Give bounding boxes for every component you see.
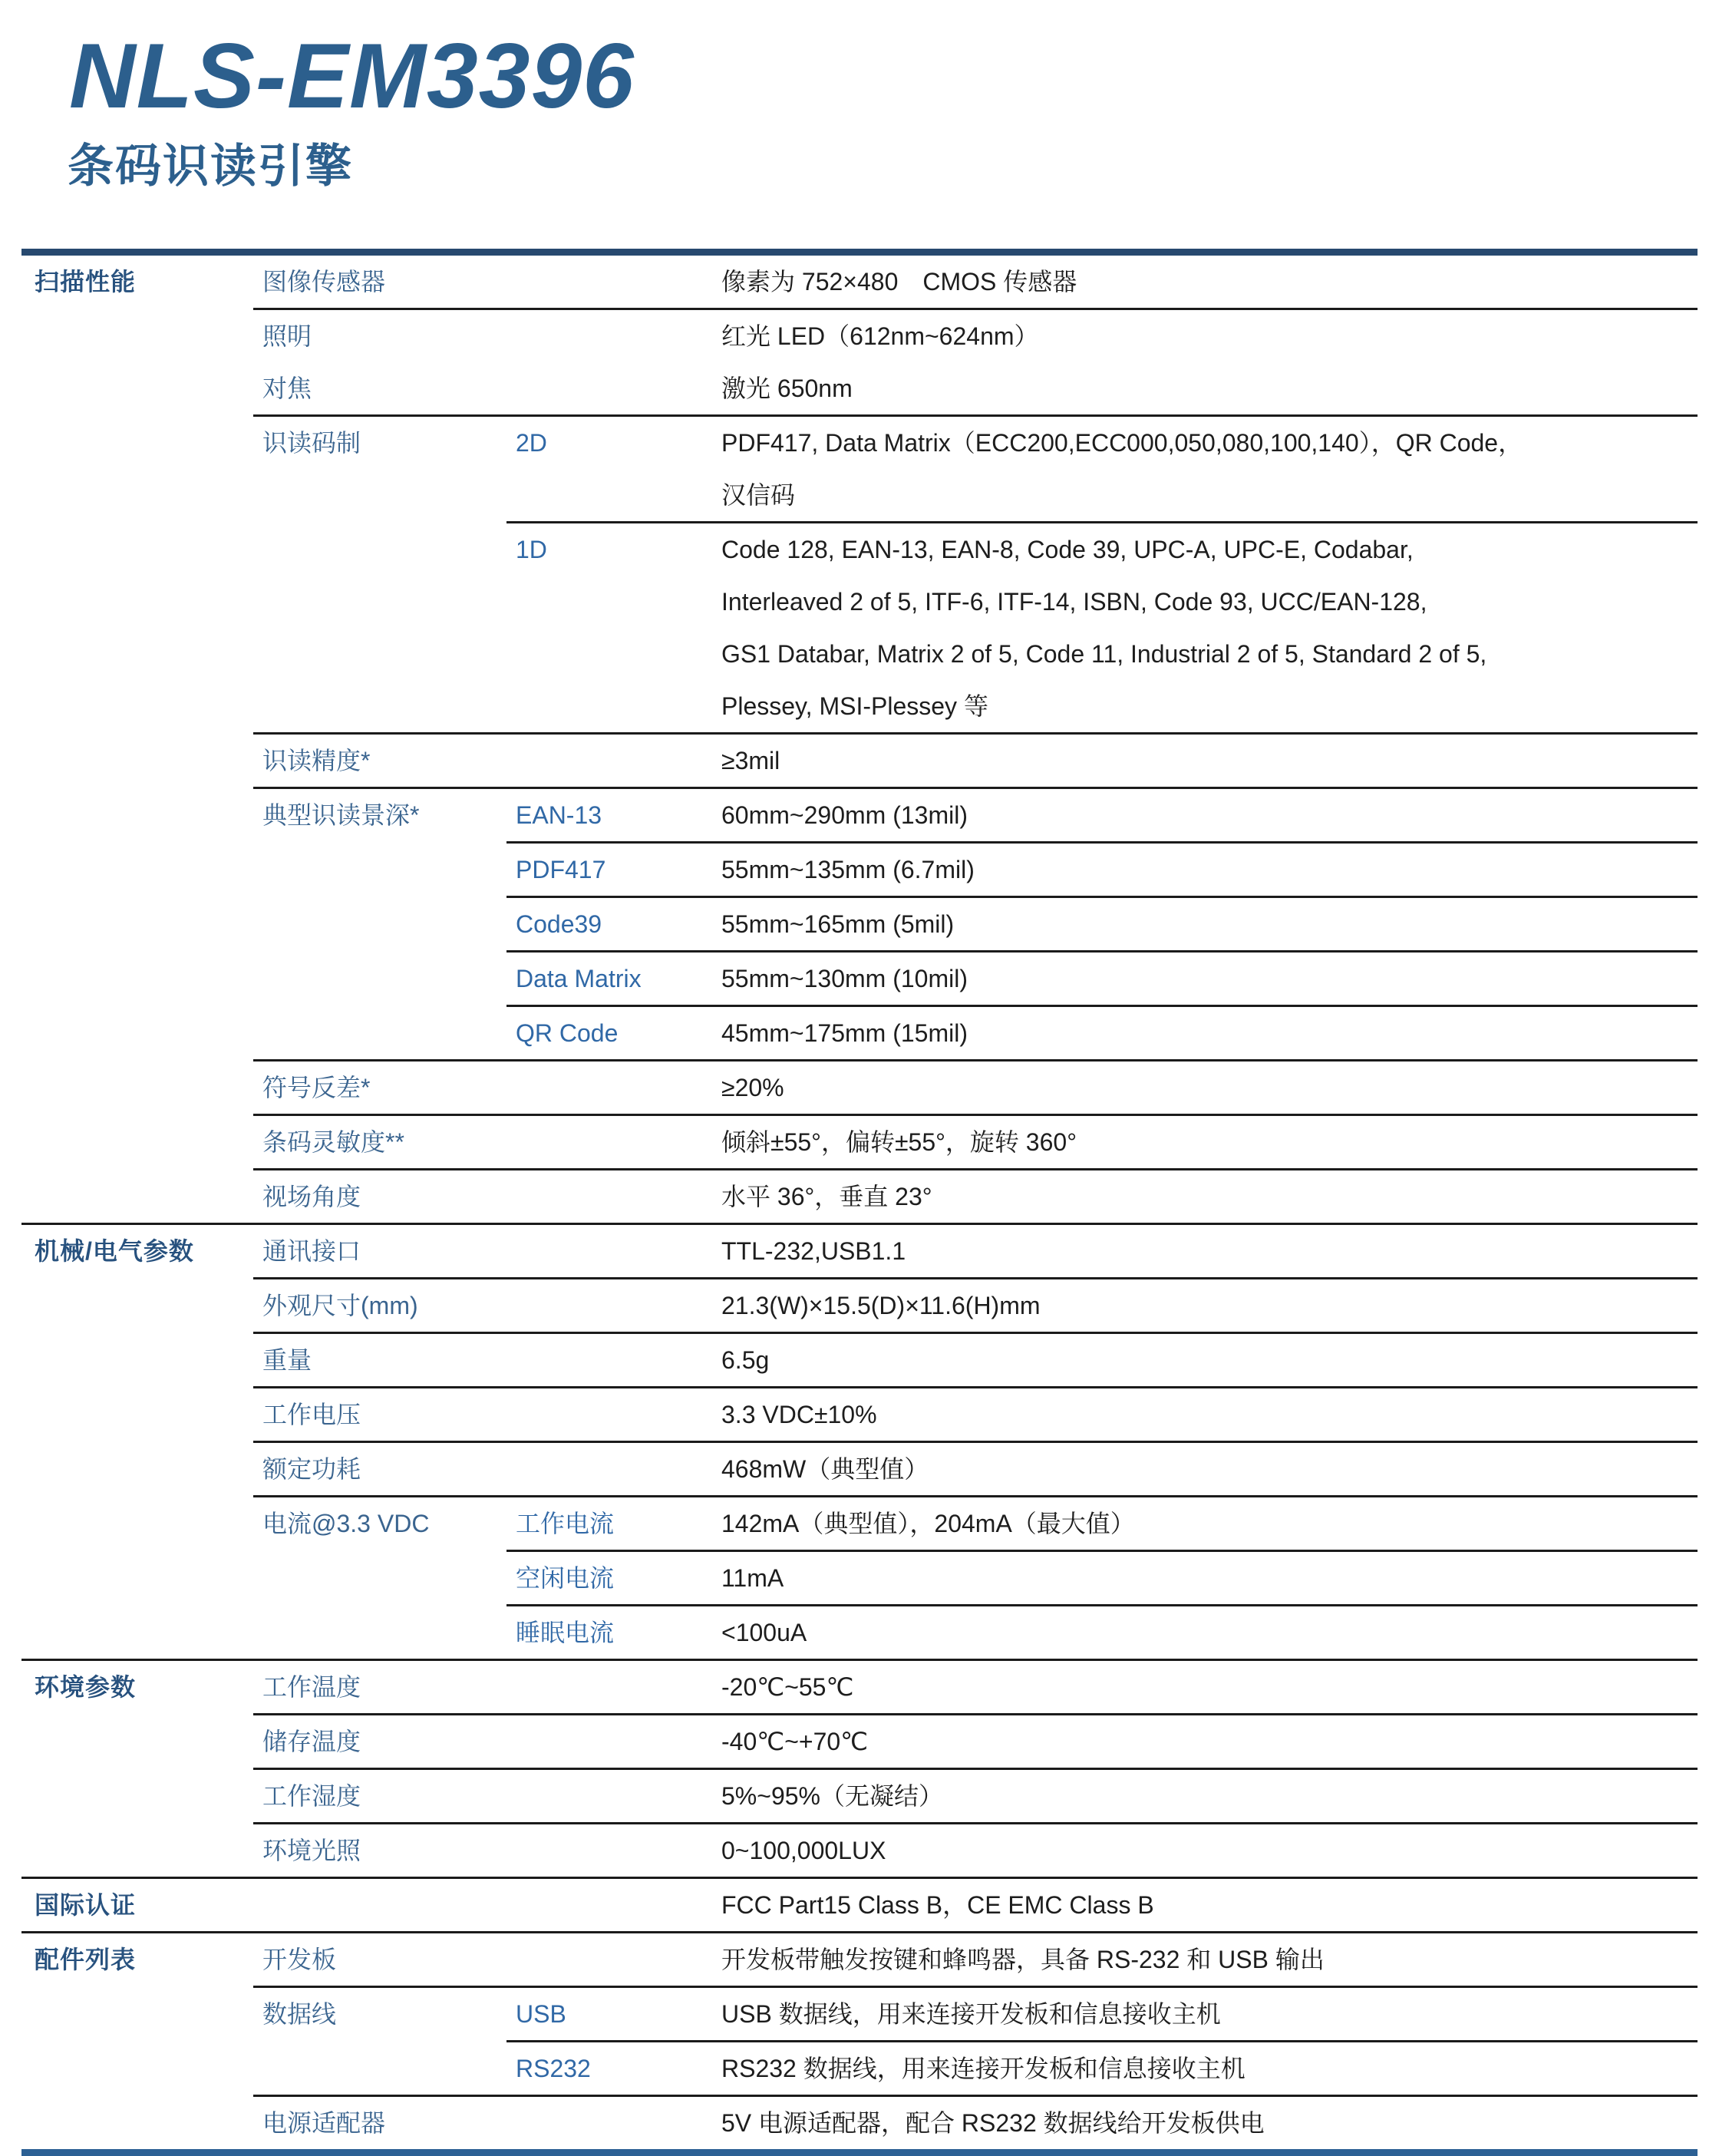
section-label-spacer bbox=[21, 1170, 253, 1225]
attr-label: 重量 bbox=[253, 1334, 506, 1388]
value-cell: 45mm~175mm (15mil) bbox=[710, 1007, 1698, 1061]
section-label: 机械/电气参数 bbox=[35, 1237, 194, 1265]
table-row bbox=[21, 2097, 1698, 2149]
section-label-spacer bbox=[21, 898, 253, 953]
value-cell: 6.5g bbox=[710, 1334, 1698, 1388]
section-label-spacer bbox=[21, 523, 253, 735]
table-row bbox=[21, 1933, 1698, 1988]
section-label-spacer bbox=[21, 844, 253, 898]
section-label: 国际认证 bbox=[21, 1879, 253, 1933]
sub-label bbox=[506, 1388, 710, 1443]
value-cell: 468mW（典型值） bbox=[710, 1443, 1698, 1497]
attr-label: 开发板 bbox=[253, 1933, 506, 1988]
table-row bbox=[21, 1116, 1698, 1170]
sub-label bbox=[506, 1225, 710, 1279]
section-label-spacer bbox=[21, 1116, 253, 1170]
value-cell: 11mA bbox=[710, 1552, 1698, 1606]
sub-label: 1D bbox=[506, 523, 710, 735]
table-row bbox=[21, 256, 1698, 310]
attr-label: 对焦 bbox=[253, 362, 506, 417]
sub-label bbox=[506, 1661, 710, 1715]
table-row bbox=[21, 1606, 1698, 1661]
table-row bbox=[21, 789, 1698, 844]
section-label-spacer bbox=[21, 362, 253, 417]
value-cell: TTL-232,USB1.1 bbox=[710, 1225, 1698, 1279]
table-row bbox=[21, 735, 1698, 789]
table-row bbox=[21, 362, 1698, 417]
bottom-rule bbox=[21, 2149, 1698, 2156]
sub-label bbox=[506, 362, 710, 417]
attr-label bbox=[253, 1879, 506, 1933]
table-row bbox=[21, 2042, 1698, 2097]
table-row bbox=[21, 310, 1698, 362]
table-row bbox=[21, 1279, 1698, 1334]
value-cell: RS232 数据线，用来连接开发板和信息接收主机 bbox=[710, 2042, 1698, 2097]
value-cell: FCC Part15 Class B，CE EMC Class B bbox=[710, 1879, 1698, 1933]
sub-label: Data Matrix bbox=[506, 953, 710, 1007]
attr-label: 识读码制 bbox=[262, 429, 361, 457]
section-label: 扫描性能 bbox=[35, 268, 137, 296]
attr-label: 工作温度 bbox=[253, 1661, 506, 1715]
attr-label bbox=[253, 1007, 506, 1061]
value-cell: 开发板带触发按键和蜂鸣器，具备 RS-232 和 USB 输出 bbox=[710, 1933, 1698, 1988]
section-label-spacer bbox=[21, 417, 253, 523]
value-cell: 倾斜±55°，偏转±55°，旋转 360° bbox=[710, 1116, 1698, 1170]
sub-label: 工作电流 bbox=[506, 1497, 710, 1552]
section-label-spacer bbox=[21, 953, 253, 1007]
attr-label bbox=[253, 844, 506, 898]
page-subtitle: 条码识读引擎 bbox=[68, 140, 353, 192]
sub-label bbox=[506, 1334, 710, 1388]
attr-label bbox=[253, 1552, 506, 1606]
value-cell: 红光 LED（612nm~624nm） bbox=[721, 322, 1039, 350]
value-cell: 142mA（典型值），204mA（最大值） bbox=[710, 1497, 1698, 1552]
value-cell: Code 128, EAN-13, EAN-8, Code 39, UPC-A, UPC-E, Codabar, Interleaved 2 of 5, ITF-6, ITF-14, ISBN, Code 93, UCC/EAN-128, GS1 Databar, Matrix 2 of 5, Code 11, Industrial 2 of 5, Standard 2 of 5, Plessey, MSI-Plessey 等 bbox=[710, 523, 1698, 735]
section-label-spacer bbox=[21, 310, 253, 362]
attr-label: 通讯接口 bbox=[253, 1225, 506, 1279]
table-row bbox=[21, 1443, 1698, 1497]
sub-label: 睡眠电流 bbox=[506, 1606, 710, 1661]
sub-label: USB bbox=[506, 1988, 710, 2042]
sub-label bbox=[506, 1443, 710, 1497]
sub-label bbox=[506, 1933, 710, 1988]
table-row bbox=[21, 1007, 1698, 1061]
sub-label: Code39 bbox=[506, 898, 710, 953]
attr-label bbox=[253, 2042, 506, 2097]
value-cell: 21.3(W)×15.5(D)×11.6(H)mm bbox=[710, 1279, 1698, 1334]
value-cell: 5V 电源适配器，配合 RS232 数据线给开发板供电 bbox=[721, 2109, 1265, 2137]
value-cell: ≥20% bbox=[710, 1061, 1698, 1116]
sub-label bbox=[506, 1824, 710, 1879]
section-label-spacer bbox=[21, 1497, 253, 1552]
table-row bbox=[21, 1824, 1698, 1879]
attr-label: 识读精度* bbox=[253, 735, 506, 789]
attr-label: 环境光照 bbox=[253, 1824, 506, 1879]
section-label-spacer bbox=[21, 735, 253, 789]
attr-label: 数据线 bbox=[262, 2000, 337, 2028]
sub-label bbox=[506, 1170, 710, 1225]
section-label: 环境参数 bbox=[35, 1673, 137, 1701]
attr-label: 额定功耗 bbox=[253, 1443, 506, 1497]
table-row bbox=[21, 1225, 1698, 1279]
value-cell: 像素为 752×480 CMOS 传感器 bbox=[710, 256, 1698, 310]
value-cell: 激光 650nm bbox=[710, 362, 1698, 417]
table-row bbox=[21, 1552, 1698, 1606]
attr-label bbox=[253, 898, 506, 953]
section-label-spacer bbox=[21, 1007, 253, 1061]
sub-label bbox=[506, 1116, 710, 1170]
page-title: NLS-EM3396 bbox=[69, 25, 635, 127]
section-label-spacer bbox=[21, 1443, 253, 1497]
attr-label: 工作湿度 bbox=[253, 1770, 506, 1824]
attr-label: 电源适配器 bbox=[262, 2109, 386, 2137]
attr-label bbox=[253, 1606, 506, 1661]
sub-label bbox=[506, 1879, 710, 1933]
value-cell: PDF417, Data Matrix（ECC200,ECC000,050,080,100,140），QR Code， 汉信码 bbox=[710, 417, 1698, 523]
table-row bbox=[21, 1061, 1698, 1116]
table-row bbox=[21, 1388, 1698, 1443]
sub-label: PDF417 bbox=[506, 844, 710, 898]
value-cell: 55mm~165mm (5mil) bbox=[710, 898, 1698, 953]
table-row bbox=[21, 898, 1698, 953]
attr-label: 条码灵敏度** bbox=[253, 1116, 506, 1170]
section-label-spacer bbox=[21, 1279, 253, 1334]
attr-label: 电流@3.3 VDC bbox=[262, 1510, 430, 1537]
sub-label bbox=[506, 1770, 710, 1824]
table-row bbox=[21, 1661, 1698, 1715]
sub-label bbox=[506, 310, 710, 362]
table-row bbox=[21, 1770, 1698, 1824]
section-label-spacer bbox=[21, 789, 253, 844]
value-cell: -20℃~55℃ bbox=[710, 1661, 1698, 1715]
table-row bbox=[21, 1988, 1698, 2042]
sub-label bbox=[506, 1715, 710, 1770]
section-label-spacer bbox=[21, 1988, 253, 2042]
table-row bbox=[21, 953, 1698, 1007]
value-cell: -40℃~+70℃ bbox=[710, 1715, 1698, 1770]
sub-label bbox=[506, 735, 710, 789]
table-row bbox=[21, 1879, 1698, 1933]
value-cell: 55mm~130mm (10mil) bbox=[710, 953, 1698, 1007]
value-cell: 5%~95%（无凝结） bbox=[710, 1770, 1698, 1824]
spec-table bbox=[21, 256, 1698, 2149]
sub-label: RS232 bbox=[506, 2042, 710, 2097]
table-row bbox=[21, 1170, 1698, 1225]
sub-label: 2D bbox=[506, 417, 710, 523]
section-label-spacer bbox=[21, 2097, 253, 2149]
table-row bbox=[21, 1715, 1698, 1770]
sub-label bbox=[506, 256, 710, 310]
table-row bbox=[21, 1497, 1698, 1552]
section-label-spacer bbox=[21, 1552, 253, 1606]
section-label-spacer bbox=[21, 1334, 253, 1388]
document-body bbox=[21, 26, 1698, 2156]
value-cell: <100uA bbox=[710, 1606, 1698, 1661]
sub-label bbox=[506, 1279, 710, 1334]
section-label-spacer bbox=[21, 1388, 253, 1443]
table-row bbox=[21, 844, 1698, 898]
section-label-spacer bbox=[21, 1824, 253, 1879]
sub-label bbox=[506, 1061, 710, 1116]
table-row bbox=[21, 417, 1698, 523]
section-label-spacer bbox=[21, 1606, 253, 1661]
attr-label: 图像传感器 bbox=[253, 256, 506, 310]
section-label-spacer bbox=[21, 1770, 253, 1824]
table-row bbox=[21, 523, 1698, 735]
value-cell: 3.3 VDC±10% bbox=[710, 1388, 1698, 1443]
sub-label: EAN-13 bbox=[506, 789, 710, 844]
section-label-spacer bbox=[21, 1061, 253, 1116]
attr-label: 视场角度 bbox=[253, 1170, 506, 1225]
datasheet-page bbox=[0, 26, 1719, 2136]
value-cell: 水平 36°，垂直 23° bbox=[710, 1170, 1698, 1225]
attr-label: 符号反差* bbox=[253, 1061, 506, 1116]
value-cell: USB 数据线，用来连接开发板和信息接收主机 bbox=[710, 1988, 1698, 2042]
top-rule bbox=[21, 249, 1698, 256]
attr-label: 典型识读景深* bbox=[262, 801, 420, 829]
section-label-spacer bbox=[21, 2042, 253, 2097]
attr-label bbox=[253, 523, 506, 735]
value-cell: 55mm~135mm (6.7mil) bbox=[710, 844, 1698, 898]
sub-label bbox=[506, 2097, 710, 2149]
attr-label: 储存温度 bbox=[253, 1715, 506, 1770]
sub-label: 空闲电流 bbox=[506, 1552, 710, 1606]
value-cell: 60mm~290mm (13mil) bbox=[710, 789, 1698, 844]
value-cell: ≥3mil bbox=[710, 735, 1698, 789]
table-row bbox=[21, 1334, 1698, 1388]
value-cell: 0~100,000LUX bbox=[710, 1824, 1698, 1879]
sub-label: QR Code bbox=[506, 1007, 710, 1061]
attr-label bbox=[253, 953, 506, 1007]
attr-label: 工作电压 bbox=[253, 1388, 506, 1443]
attr-label: 照明 bbox=[262, 322, 312, 350]
section-label: 配件列表 bbox=[35, 1946, 137, 1973]
section-label-spacer bbox=[21, 1715, 253, 1770]
attr-label: 外观尺寸(mm) bbox=[253, 1279, 506, 1334]
